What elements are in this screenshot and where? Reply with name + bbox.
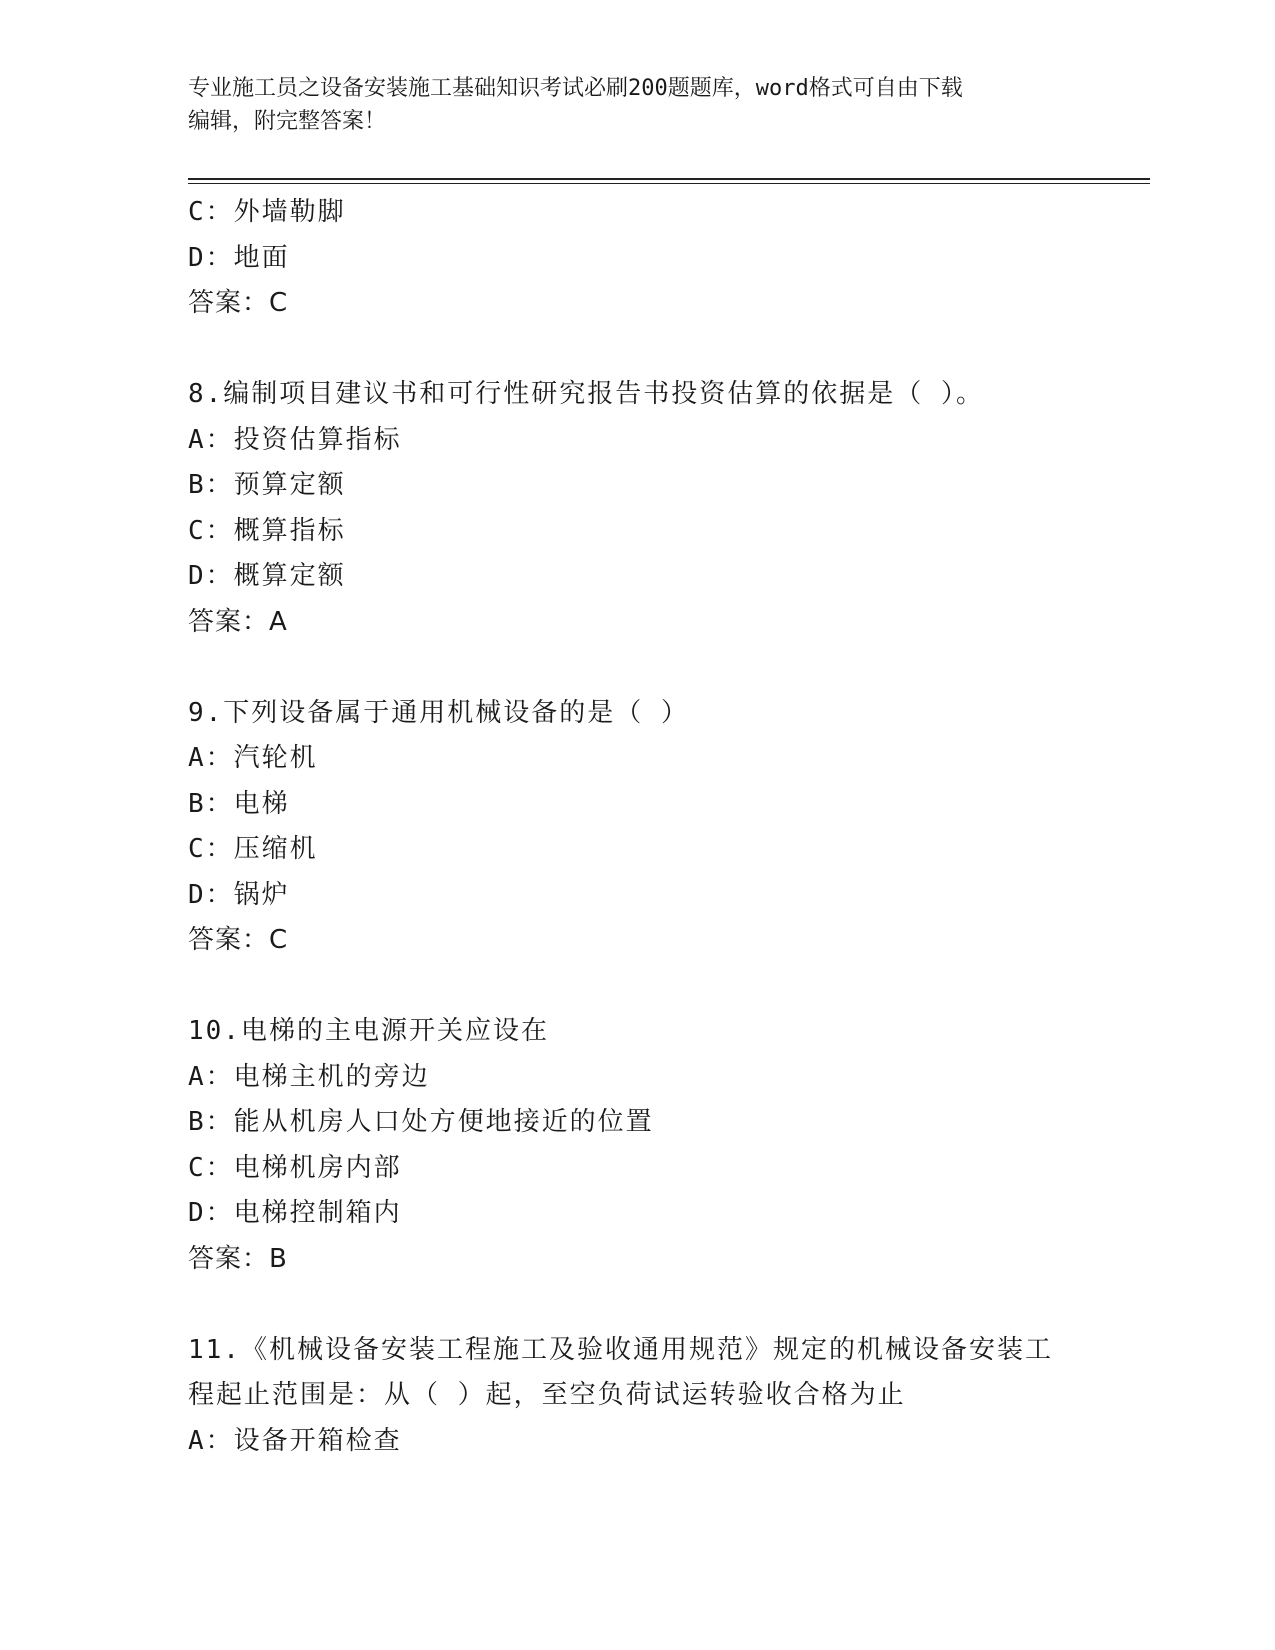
q7-answer: 答案：C — [188, 288, 289, 318]
q7-option-d: D：地面 — [188, 242, 290, 273]
question-list — [188, 190, 1088, 1464]
q10-option-d: D：电梯控制箱内 — [188, 1198, 402, 1228]
q9-option-d: D：锅炉 — [188, 879, 290, 910]
document-header — [188, 72, 1088, 138]
q8-question: 8.编制项目建议书和可行性研究报告书投资估算的依据是（ ）。 — [188, 379, 984, 409]
q8-option-d: D：概算定额 — [188, 561, 346, 591]
header-line-2: 编辑，附完整答案！ — [188, 109, 387, 134]
spacer — [188, 1282, 1088, 1328]
spacer — [188, 327, 1088, 373]
q8-option-b: B：预算定额 — [188, 470, 346, 500]
q7-option-c: C：外墙勒脚 — [188, 197, 346, 227]
q11-option-a: A：设备开箱检查 — [188, 1425, 402, 1456]
q10-question: 10.电梯的主电源开关应设在 — [188, 1016, 549, 1046]
q11-question-line-1: 11.《机械设备安装工程施工及验收通用规范》规定的机械设备安装工 — [188, 1334, 1053, 1365]
q8-answer: 答案：A — [188, 606, 288, 637]
q9-option-b: B：电梯 — [188, 788, 290, 819]
q8-option-c: C：概算指标 — [188, 515, 346, 546]
spacer — [188, 964, 1088, 1010]
header-rule-thin — [188, 183, 1150, 184]
q9-option-a: A：汽轮机 — [188, 743, 318, 773]
q10-option-c: C：电梯机房内部 — [188, 1152, 402, 1183]
q8-option-a: A：投资估算指标 — [188, 424, 402, 455]
q10-answer: 答案：B — [188, 1243, 288, 1274]
q9-option-c: C：压缩机 — [188, 834, 318, 864]
q11-question-line-2: 程起止范围是：从（ ）起，至空负荷试运转验收合格为止 — [188, 1380, 906, 1410]
q10-option-a: A：电梯主机的旁边 — [188, 1061, 430, 1092]
q10-option-b: B：能从机房人口处方便地接近的位置 — [188, 1107, 654, 1137]
spacer — [188, 645, 1088, 691]
header-rule-thick — [188, 178, 1150, 180]
q9-answer: 答案：C — [188, 925, 289, 955]
header-line-1: 专业施工员之设备安装施工基础知识考试必刷200题题库，word格式可自由下载 — [188, 76, 963, 101]
q9-question: 9.下列设备属于通用机械设备的是（ ） — [188, 697, 689, 728]
